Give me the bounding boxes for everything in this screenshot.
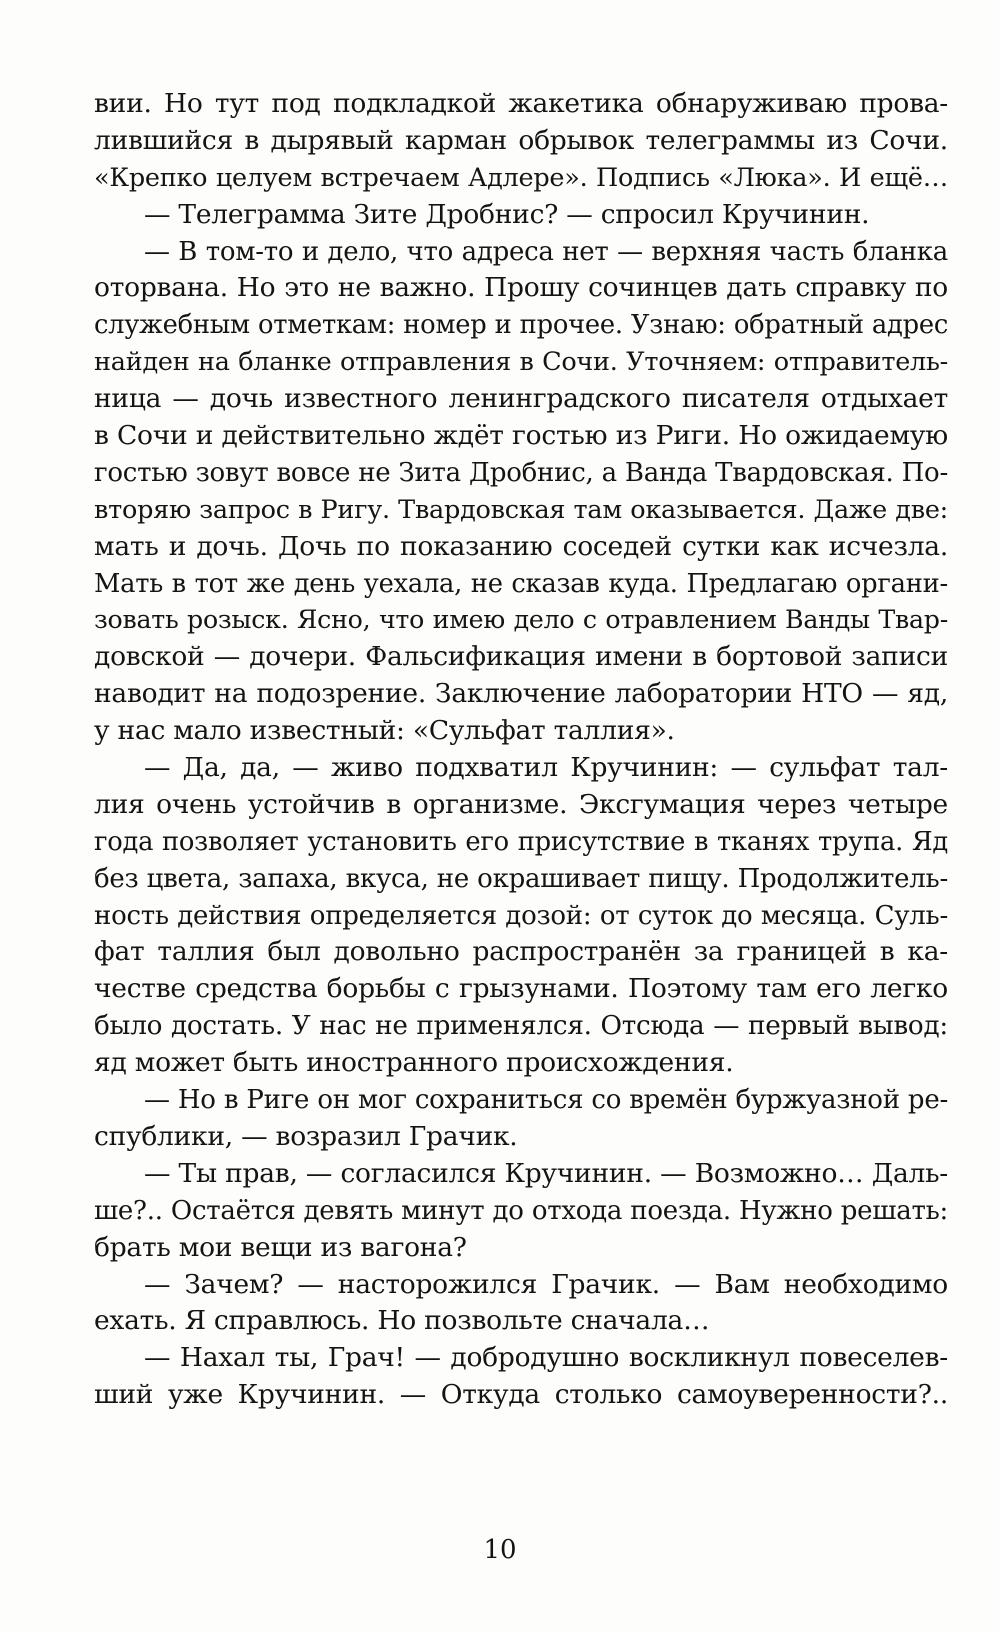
text-line: найден на бланке отправления в Сочи. Уточняем: отправитель-: [94, 347, 948, 378]
text-line: яд может быть иностранного происхождения.: [94, 1047, 734, 1079]
text-line: — Да, да, — живо подхватил Кручинин: — сульфат тал-: [144, 752, 948, 784]
text-line: фат таллия был довольно распространён за границей в ка-: [94, 936, 948, 968]
page-number: 10: [483, 1535, 517, 1565]
text-line: гостью зовут вовсе не Зита Дробнис, а Ванда Твардовская. По-: [94, 457, 948, 488]
text-line: честве средства борьбы с грызунами. Поэтому там его легко: [94, 973, 948, 1005]
text-line: ница — дочь известного ленинградского писателя отдыхает: [94, 383, 948, 415]
body-text: [94, 86, 948, 1414]
text-line: лившийся в дырявый карман обрывок телеграммы из Сочи.: [94, 124, 948, 156]
text-line: спублики, — возразил Грачик.: [94, 1120, 518, 1152]
text-line: — В том-то и дело, что адреса нет — верхняя часть бланка: [144, 236, 948, 267]
text-line: мать и дочь. Дочь по показанию соседей сутки как исчезла.: [94, 530, 948, 562]
text-line: — Зачем? — насторожился Грачик. — Вам необходимо: [144, 1268, 948, 1300]
text-line: наводит на подозрение. Заключение лаборатории НТО — яд,: [94, 678, 948, 710]
text-line: Мать в тот же день уехала, не сказав куда. Предлагаю органи-: [94, 568, 948, 599]
text-line: было достать. У нас не применялся. Отсюда — первый вывод:: [94, 1011, 948, 1042]
text-line: — Но в Риге он мог сохраниться со времён буржуазной ре-: [144, 1085, 948, 1116]
text-line: служебным отметкам: номер и прочее. Узнаю: обратный адрес: [94, 310, 948, 341]
text-line: ший уже Кручинин. — Откуда столько самоуверенности?..: [94, 1379, 948, 1411]
text-line: оторвана. Но это не важно. Прошу сочинцев дать справку по: [94, 272, 948, 304]
text-line: довской — дочери. Фальсификация имени в бортовой записи: [94, 641, 948, 673]
text-line: вии. Но тут под подкладкой жакетика обнаруживаю прова-: [94, 88, 948, 119]
text-line: брать мои вещи из вагона?: [94, 1231, 467, 1263]
text-line: — Нахал ты, Грач! — добродушно воскликнул повеселев-: [144, 1342, 948, 1374]
text-line: лия очень устойчив в организме. Эксгумация через четыре: [94, 788, 948, 820]
text-line: ность действия определяется дозой: от суток до месяца. Суль-: [94, 900, 948, 931]
text-line: — Ты прав, — согласился Кручинин. — Возможно… Даль-: [144, 1157, 948, 1189]
text-line: в Сочи и действительно ждёт гостью из Риги. Но ожидаемую: [94, 420, 948, 452]
text-line: — Телеграмма Зите Дробнис? — спросил Кручинин.: [144, 198, 870, 230]
text-line: «Крепко целуем встречаем Адлере». Подпись «Люка». И ещё…: [94, 162, 948, 193]
text-line: вторяю запрос в Ригу. Твардовская там оказывается. Даже две:: [94, 494, 948, 525]
text-line: ехать. Я справлюсь. Но позвольте сначала…: [94, 1305, 710, 1337]
text-line: зовать розыск. Ясно, что имею дело с отравлением Ванды Твар-: [94, 605, 948, 635]
text-line: без цвета, запаха, вкуса, не окрашивает пищу. Продолжитель-: [94, 863, 948, 894]
text-line: у нас мало известный: «Сульфат таллия».: [94, 715, 675, 747]
text-line: ше?.. Остаётся девять минут до отхода поезда. Нужно решать:: [94, 1195, 948, 1226]
text-line: года позволяет установить его присутствие в тканях трупа. Яд: [94, 826, 948, 857]
